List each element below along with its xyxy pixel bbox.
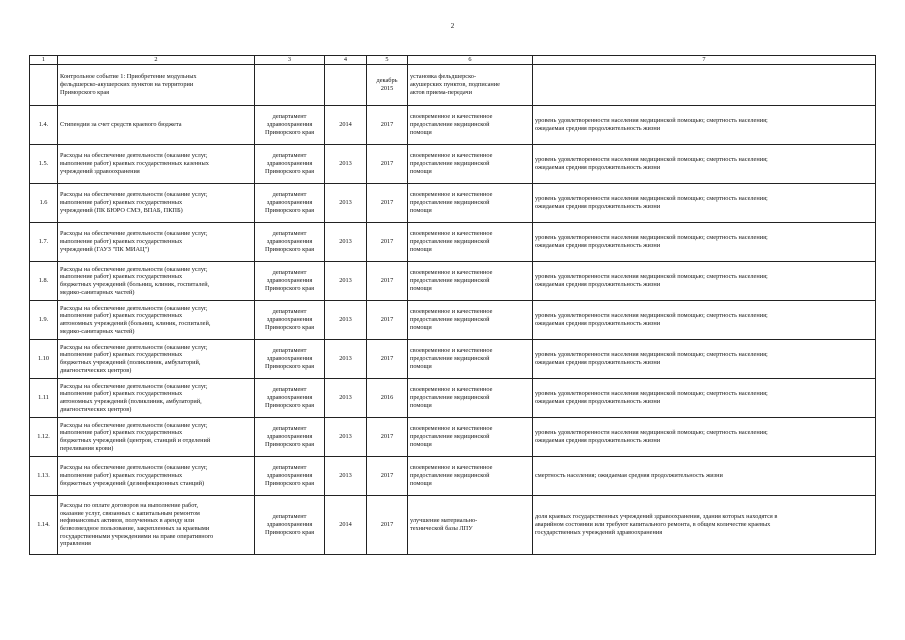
- end-year: 2017: [367, 496, 408, 555]
- start-year: [325, 65, 367, 106]
- start-year: 2013: [325, 418, 367, 457]
- header-row: [30, 56, 876, 65]
- row-number: 1.4.: [30, 106, 58, 145]
- activity-name: Расходы на обеспечение деятельности (оказание услуг, выполнение работ) краевых государственных бюджетных учреждений (центров, станций и отделений переливания крови): [58, 418, 255, 457]
- table-row: [30, 457, 876, 496]
- activity-name: Расходы на обеспечение деятельности (оказание услуг, выполнение работ) краевых государственных учреждений (ГАУЗ "ПК МИАЦ"): [58, 223, 255, 262]
- row-number: 1.11: [30, 379, 58, 418]
- indicators: уровень удовлетворенности населения медицинской помощью; смертность населения; ожидаемая средняя продолжительность жизни: [533, 223, 876, 262]
- end-year: 2016: [367, 379, 408, 418]
- expected-result: своевременное и качественное предоставление медицинской помощи: [408, 184, 533, 223]
- activity-name: Расходы на обеспечение деятельности (оказание услуг, выполнение работ) краевых государственных автономных учреждений (больниц, клиник, госпиталей, медико-санитарных частей): [58, 301, 255, 340]
- executor: департамент здравоохранения Приморского края: [255, 184, 325, 223]
- executor: департамент здравоохранения Приморского края: [255, 262, 325, 301]
- column-header: 7: [533, 56, 876, 65]
- start-year: 2013: [325, 262, 367, 301]
- expected-result: своевременное и качественное предоставление медицинской помощи: [408, 223, 533, 262]
- activity-name: Расходы на обеспечение деятельности (оказание услуг, выполнение работ) краевых государственных бюджетных учреждений (поликлиник, амбулаторий, диагностических центров): [58, 340, 255, 379]
- table-row: [30, 379, 876, 418]
- expected-result: своевременное и качественное предоставление медицинской помощи: [408, 379, 533, 418]
- activity-name: Расходы на обеспечение деятельности (оказание услуг, выполнение работ) краевых государственных автономных учреждений (поликлиник, амбулаторий, диагностических центров): [58, 379, 255, 418]
- column-header: 2: [58, 56, 255, 65]
- indicators: доля краевых государственных учреждений здравоохранения, здания которых находятся в аварийном состоянии или требуют капитального ремонта, в общем количестве краевых государственных учреждений здравоохранения: [533, 496, 876, 555]
- end-year: 2017: [367, 184, 408, 223]
- table-row: [30, 418, 876, 457]
- indicators: уровень удовлетворенности населения медицинской помощью; смертность населения; ожидаемая средняя продолжительность жизни: [533, 301, 876, 340]
- end-year: 2017: [367, 340, 408, 379]
- indicators: [533, 65, 876, 106]
- table-row: [30, 262, 876, 301]
- activity-name: Расходы на обеспечение деятельности (оказание услуг, выполнение работ) краевых государственных казенных учреждений здравоохранения: [58, 145, 255, 184]
- expected-result: своевременное и качественное предоставление медицинской помощи: [408, 301, 533, 340]
- expected-result: своевременное и качественное предоставление медицинской помощи: [408, 457, 533, 496]
- expected-result: своевременное и качественное предоставление медицинской помощи: [408, 106, 533, 145]
- expected-result: своевременное и качественное предоставление медицинской помощи: [408, 262, 533, 301]
- column-header: 6: [408, 56, 533, 65]
- executor: департамент здравоохранения Приморского края: [255, 340, 325, 379]
- indicators: уровень удовлетворенности населения медицинской помощью; смертность населения; ожидаемая средняя продолжительность жизни: [533, 340, 876, 379]
- row-number: 1.6: [30, 184, 58, 223]
- activity-name: Расходы на обеспечение деятельности (оказание услуг, выполнение работ) краевых государственных бюджетных учреждений (дезинфекционных станций): [58, 457, 255, 496]
- expected-result: установка фельдшерско- акушерских пунктов, подписание актов приема-передачи: [408, 65, 533, 106]
- row-number: 1.5.: [30, 145, 58, 184]
- activity-name: Расходы на обеспечение деятельности (оказание услуг, выполнение работ) краевых государственных бюджетных учреждений (больниц, клиник, госпиталей, медико-санитарных частей): [58, 262, 255, 301]
- activity-name: Расходы на обеспечение деятельности (оказание услуг, выполнение работ) краевых государственных учреждений (ПК БЮРО СМЭ, ВПАБ, ПКПБ): [58, 184, 255, 223]
- row-number: 1.9.: [30, 301, 58, 340]
- start-year: 2013: [325, 301, 367, 340]
- column-header: 1: [30, 56, 58, 65]
- start-year: 2013: [325, 457, 367, 496]
- table-row: [30, 496, 876, 555]
- activity-name: Расходы по оплате договоров на выполнение работ, оказание услуг, связанных с капитальным ремонтом нефинансовых активов, полученных в аренду или безвозмездное пользование, закрепленных за краевыми государственными учреждениями на праве оперативного управления: [58, 496, 255, 555]
- indicators: уровень удовлетворенности населения медицинской помощью; смертность населения; ожидаемая средняя продолжительность жизни: [533, 184, 876, 223]
- indicators: уровень удовлетворенности населения медицинской помощью; смертность населения; ожидаемая средняя продолжительность жизни: [533, 418, 876, 457]
- row-number: 1.7.: [30, 223, 58, 262]
- executor: департамент здравоохранения Приморского края: [255, 145, 325, 184]
- table-row: [30, 301, 876, 340]
- end-year: 2017: [367, 262, 408, 301]
- row-number: 1.8.: [30, 262, 58, 301]
- start-year: 2013: [325, 184, 367, 223]
- end-year: 2017: [367, 145, 408, 184]
- activity-name: Стипендии за счет средств краевого бюджета: [58, 106, 255, 145]
- executor: департамент здравоохранения Приморского края: [255, 106, 325, 145]
- row-number: 1.12.: [30, 418, 58, 457]
- column-header: 4: [325, 56, 367, 65]
- start-year: 2014: [325, 496, 367, 555]
- row-number: 1.14.: [30, 496, 58, 555]
- indicators: уровень удовлетворенности населения медицинской помощью; смертность населения; ожидаемая средняя продолжительность жизни: [533, 262, 876, 301]
- table-row: [30, 106, 876, 145]
- start-year: 2013: [325, 223, 367, 262]
- end-year: 2017: [367, 457, 408, 496]
- expected-result: своевременное и качественное предоставление медицинской помощи: [408, 418, 533, 457]
- row-number: 1.10: [30, 340, 58, 379]
- start-year: 2013: [325, 340, 367, 379]
- table-row: [30, 340, 876, 379]
- activities-table: [29, 55, 876, 555]
- start-year: 2013: [325, 379, 367, 418]
- end-year: 2017: [367, 223, 408, 262]
- table-row: [30, 223, 876, 262]
- start-year: 2014: [325, 106, 367, 145]
- executor: департамент здравоохранения Приморского края: [255, 418, 325, 457]
- expected-result: своевременное и качественное предоставление медицинской помощи: [408, 340, 533, 379]
- executor: департамент здравоохранения Приморского края: [255, 223, 325, 262]
- expected-result: улучшение материально- технической базы ЛПУ: [408, 496, 533, 555]
- end-year: 2017: [367, 418, 408, 457]
- table-body: [30, 65, 876, 555]
- column-header: 3: [255, 56, 325, 65]
- indicators: уровень удовлетворенности населения медицинской помощью; смертность населения; ожидаемая средняя продолжительность жизни: [533, 145, 876, 184]
- page-number: 2: [450, 22, 455, 30]
- end-date: декабрь 2015: [367, 65, 408, 106]
- executor: департамент здравоохранения Приморского края: [255, 496, 325, 555]
- event-name: Контрольное событие 1: Приобретение модульных фельдшерско-акушерских пунктов на территории Приморского края: [58, 65, 255, 106]
- executor: департамент здравоохранения Приморского края: [255, 379, 325, 418]
- row-number: [30, 65, 58, 106]
- executor: [255, 65, 325, 106]
- indicators: уровень удовлетворенности населения медицинской помощью; смертность населения; ожидаемая средняя продолжительность жизни: [533, 106, 876, 145]
- executor: департамент здравоохранения Приморского края: [255, 301, 325, 340]
- row-number: 1.13.: [30, 457, 58, 496]
- table-row: [30, 145, 876, 184]
- control-event-row: [30, 65, 876, 106]
- indicators: смертность населения; ожидаемая средняя продолжительность жизни: [533, 457, 876, 496]
- table-row: [30, 184, 876, 223]
- start-year: 2013: [325, 145, 367, 184]
- indicators: уровень удовлетворенности населения медицинской помощью; смертность населения; ожидаемая средняя продолжительность жизни: [533, 379, 876, 418]
- column-header: 5: [367, 56, 408, 65]
- end-year: 2017: [367, 106, 408, 145]
- expected-result: своевременное и качественное предоставление медицинской помощи: [408, 145, 533, 184]
- end-year: 2017: [367, 301, 408, 340]
- executor: департамент здравоохранения Приморского края: [255, 457, 325, 496]
